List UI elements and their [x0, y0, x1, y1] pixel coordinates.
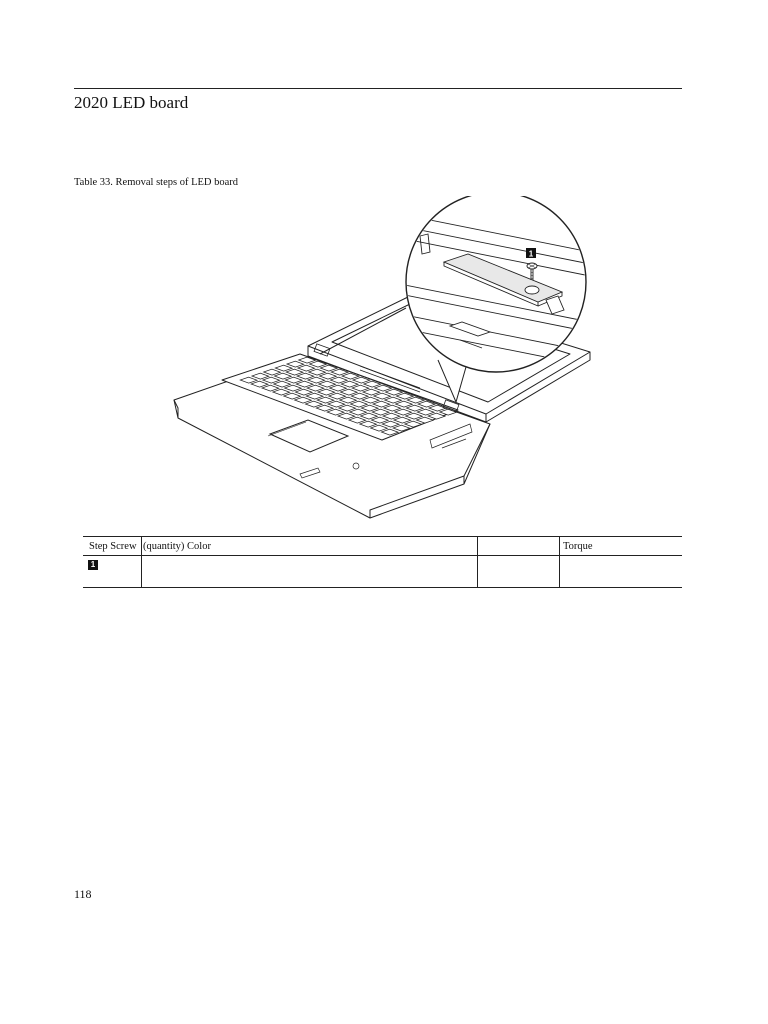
- led-board-illustration: [160, 196, 600, 526]
- step-badge: 1: [88, 560, 98, 570]
- header-torque: Torque: [563, 541, 593, 552]
- table-caption: Table 33. Removal steps of LED board: [74, 177, 239, 188]
- table-col-divider: [559, 536, 560, 588]
- table-top-rule: [83, 536, 682, 537]
- table-bottom-rule: [83, 587, 682, 588]
- table-col-divider: [141, 536, 142, 588]
- removal-steps-table: [83, 536, 682, 588]
- table-col-divider: [477, 536, 478, 588]
- section-heading: 2020 LED board: [74, 93, 189, 112]
- table-header-rule: [83, 555, 682, 556]
- page-number: 118: [74, 887, 92, 901]
- header-step-screw: Step Screw: [89, 541, 137, 552]
- header-quantity-color: (quantity) Color: [143, 541, 211, 552]
- header-rule: [74, 88, 682, 89]
- callout-label: 1: [528, 249, 534, 259]
